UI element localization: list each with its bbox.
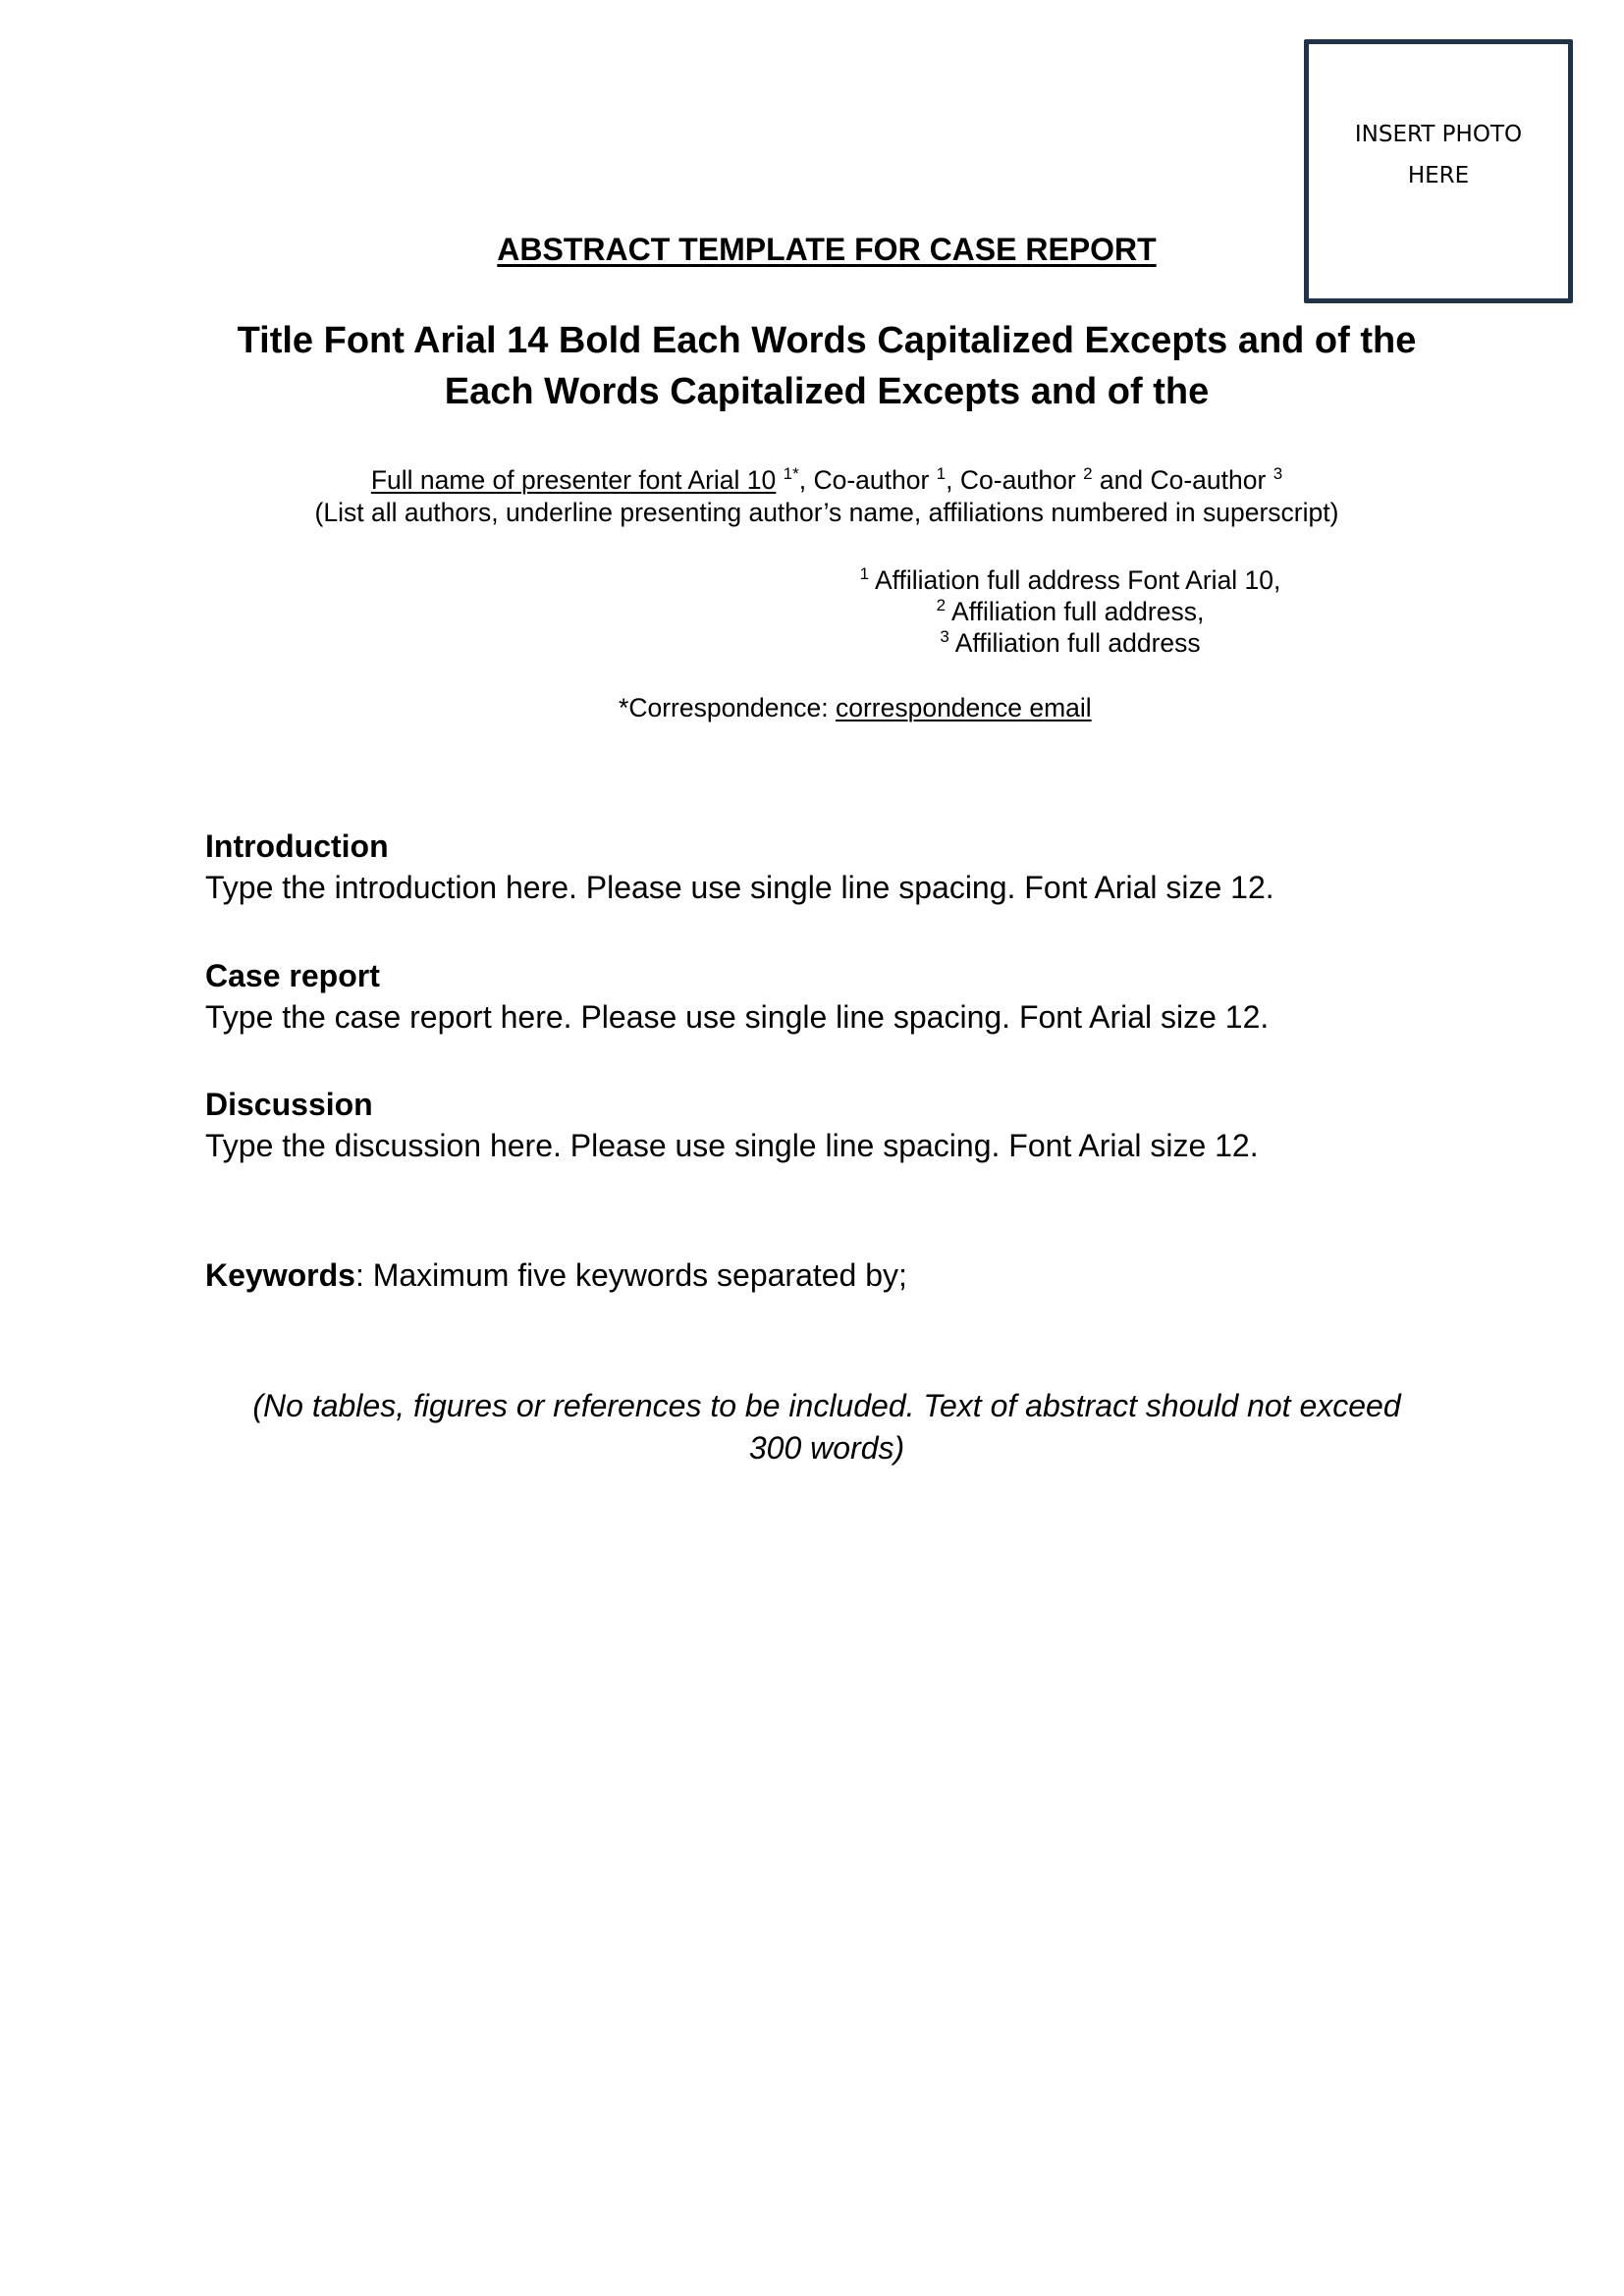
paper-title-line-1: Title Font Arial 14 Bold Each Words Capitalized Excepts and of the: [237, 320, 1417, 361]
affiliation-3: [677, 627, 1463, 658]
document-header: [0, 234, 1624, 265]
section-body-discussion: Type the discussion here. Please use single line spacing. Font Arial size 12.: [205, 1128, 1259, 1163]
coauthor-2-sup: 2: [1083, 464, 1093, 483]
note-line-2: 300 words): [748, 1430, 905, 1466]
affiliation-2: [677, 596, 1463, 626]
keywords-text: : Maximum five keywords separated by;: [354, 1257, 907, 1293]
affiliation-1: [677, 564, 1463, 595]
affiliation-3-text: Affiliation full address: [948, 628, 1201, 658]
coauthor-3-sup: 3: [1272, 464, 1283, 483]
author-separator-2: , Co-author: [946, 465, 1084, 495]
correspondence-email-link[interactable]: correspondence email: [835, 693, 1092, 722]
keywords-label: Keywords: [205, 1257, 355, 1293]
presenter-affiliation-sup: 1*: [783, 464, 799, 483]
authors-instructions: (List all authors, underline presenting author’s name, affiliations numbered in superscript): [314, 498, 1339, 527]
affiliation-1-sup: 1: [859, 564, 870, 583]
author-separator-3: and Co-author: [1092, 465, 1273, 495]
photo-placeholder-line2: HERE: [1407, 162, 1470, 188]
paper-title-line-2: Each Words Capitalized Excepts and of the: [444, 371, 1210, 412]
section-heading-discussion: Discussion: [205, 1087, 373, 1122]
document-header-text: ABSTRACT TEMPLATE FOR CASE REPORT: [497, 232, 1157, 267]
photo-placeholder-line1: INSERT PHOTO: [1354, 121, 1523, 147]
correspondence-line: [619, 695, 1092, 721]
photo-placeholder-text: [1355, 114, 1522, 196]
affiliation-2-text: Affiliation full address,: [946, 597, 1205, 626]
affiliation-3-sup: 3: [940, 627, 949, 646]
section-heading-case-report: Case report: [205, 958, 380, 993]
keywords-line: [205, 1259, 907, 1291]
section-body-case-report: Type the case report here. Please use single line spacing. Font Arial size 12.: [205, 999, 1270, 1035]
note-line-1: (No tables, figures or references to be included. Text of abstract should not exceed: [252, 1388, 1401, 1423]
affiliation-2-sup: 2: [936, 596, 947, 614]
author-separator-1: , Co-author: [798, 465, 937, 495]
presenter-name: Full name of presenter font Arial 10: [370, 465, 777, 495]
section-body-introduction: Type the introduction here. Please use single line spacing. Font Arial size 12.: [205, 870, 1274, 905]
section-heading-introduction: Introduction: [205, 828, 389, 864]
correspondence-label: *Correspondence:: [619, 693, 836, 722]
affiliation-1-text: Affiliation full address Font Arial 10,: [869, 565, 1281, 595]
coauthor-1-sup: 1: [936, 464, 947, 483]
authors-line: [0, 464, 1624, 495]
